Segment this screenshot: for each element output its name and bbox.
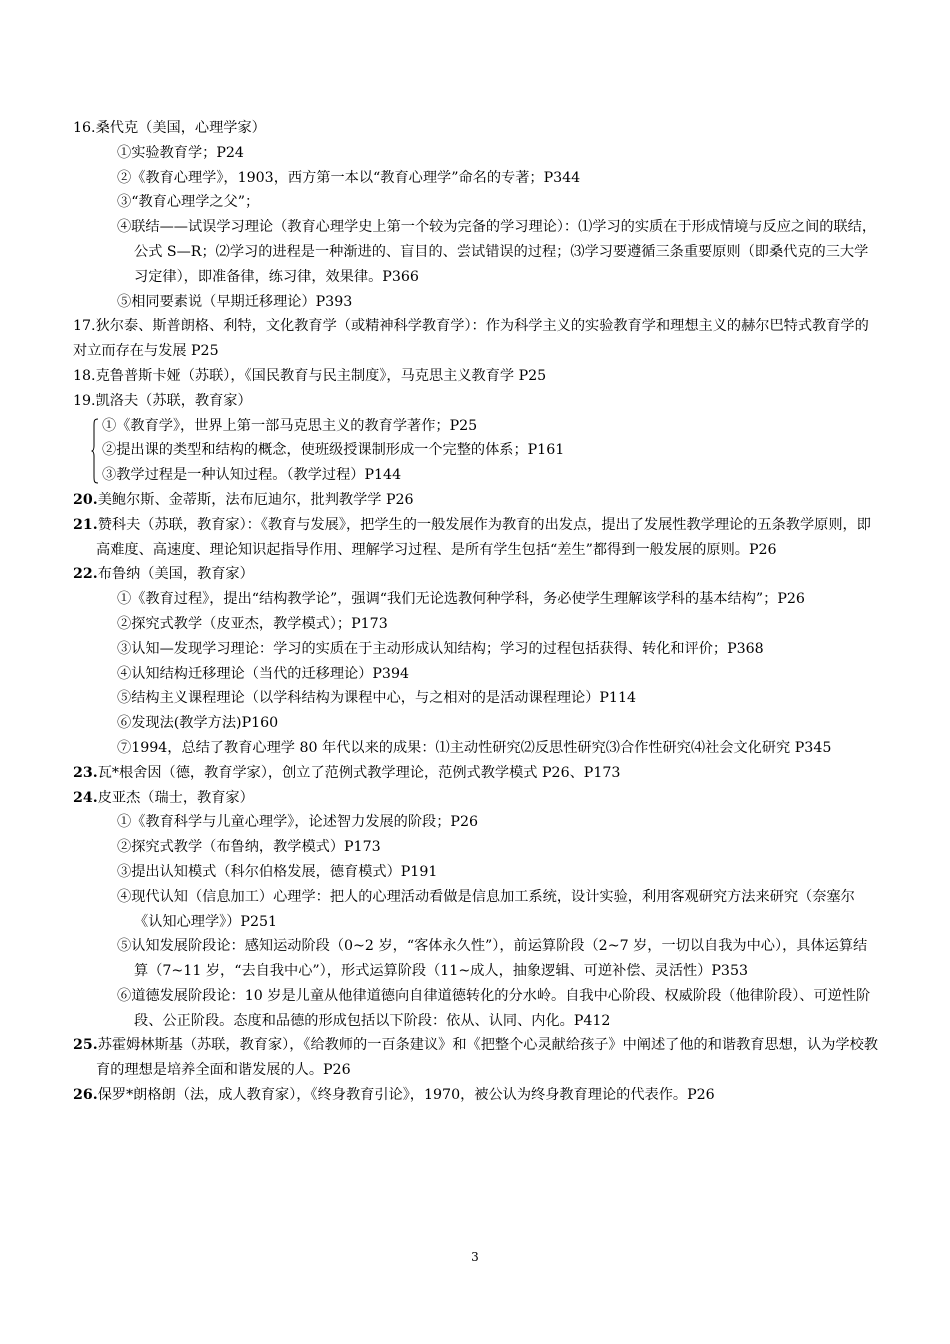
- entry-20: [73, 488, 881, 513]
- list-item: ⑥发现法(教学方法)P160: [117, 715, 279, 732]
- list-item: ③提出认知模式（科尔伯格发展，德育模式）P191: [117, 863, 438, 880]
- document-body: [73, 116, 881, 1108]
- list-item: ④认知结构迁移理论（当代的迁移理论）P394: [117, 665, 410, 682]
- entry-24: [73, 786, 881, 1034]
- list-item: ⑤相同要素说（早期迁移理论）P393: [117, 293, 353, 310]
- list-item: ③认知—发现学习理论：学习的实质在于主动形成认知结构；学习的过程包括获得、转化和评价；P368: [117, 640, 764, 657]
- left-brace-icon: [91, 418, 99, 484]
- entry-text: 瓦*根舍因（德，教育学家），创立了范例式教学理论，范例式教学模式 P26、P173: [97, 764, 621, 781]
- entry-number: 26.: [73, 1087, 98, 1104]
- entry-26: [73, 1083, 881, 1108]
- list-item: ①《教育科学与儿童心理学》，论述智力发展的阶段；P26: [117, 814, 479, 831]
- entry-heading: 凯洛夫（苏联，教育家）: [95, 392, 252, 409]
- list-item: ②提出课的类型和结构的概念，使班级授课制形成一个完整的体系；P161: [102, 442, 565, 459]
- entry-16: [73, 116, 881, 314]
- list-item: ②探究式教学（布鲁纳，教学模式）P173: [117, 839, 381, 856]
- list-item: ④联结——试误学习理论（教育心理学史上第一个较为完备的学习理论）：⑴学习的实质在于形成情境与反应之间的联结，公式 S—R；⑵学习的进程是一种渐进的、盲目的、尝试错误的过程；⑶学习要遵循三条重要原则（即桑代克的三大学习定律），即准备律，练习律，效果律。P366: [117, 219, 877, 285]
- list-item: ②《教育心理学》，1903，西方第一本以“教育心理学”命名的专著；P344: [117, 169, 581, 186]
- entry-text: 保罗*朗格朗（法，成人教育家），《终身教育引论》，1970，被公认为终身教育理论的代表作。P26: [97, 1087, 715, 1104]
- entry-25: [73, 1033, 881, 1083]
- entry-22: [73, 562, 881, 760]
- entry-23: [73, 761, 881, 786]
- entry-number: 16.: [73, 120, 96, 136]
- entry-text: 苏霍姆林斯基（苏联，教育家），《给教师的一百条建议》和《把整个心灵献给孩子》中阐述了他的和谐教育思想，认为学校教育的理想是培养全面和谐发展的人。P26: [96, 1037, 878, 1079]
- entry-18: [73, 364, 881, 389]
- entry-number: 21.: [73, 516, 98, 533]
- list-item: ⑤认知发展阶段论：感知运动阶段（0~2 岁，“客体永久性”），前运算阶段（2~7 岁，一切以自我为中心），具体运算结算（7~11 岁，“去自我中心”），形式运算阶段（11~成人，抽象逻辑、可逆补偿、灵活性）P353: [117, 938, 868, 980]
- entry-number: 17.: [73, 318, 96, 335]
- entry-text: 狄尔泰、斯普朗格、利特，文化教育学（或精神科学教育学）：作为科学主义的实验教育学和理想主义的赫尔巴特式教育学的对立而存在与发展 P25: [73, 318, 869, 360]
- entry-heading: 皮亚杰（瑞士，教育家）: [97, 789, 254, 806]
- list-item: ②探究式教学（皮亚杰，教学模式）；P173: [117, 615, 388, 632]
- list-item: ⑥道德发展阶段论：10 岁是儿童从他律道德向自律道德转化的分水岭。自我中心阶段、权威阶段（他律阶段）、可逆性阶段、公正阶段。态度和品德的形成包括以下阶段：依从、认同、内化。P412: [117, 987, 871, 1029]
- list-item: ①实验教育学；P24: [117, 144, 244, 161]
- list-item: ⑤结构主义课程理论（以学科结构为课程中心，与之相对的是活动课程理论）P114: [117, 690, 637, 707]
- entry-text: 赞科夫（苏联，教育家）：《教育与发展》，把学生的一般发展作为教育的出发点，提出了发展性教学理论的五条教学原则，即高难度、高速度、理论知识起指导作用、理解学习过程、是所有学生包括“差生”都得到一般发展的原则。P26: [96, 516, 871, 558]
- entry-21: [73, 513, 881, 563]
- entry-text: 美鲍尔斯、金蒂斯，法布厄迪尔，批判教学学 P26: [97, 491, 414, 508]
- list-item: ①《教育过程》，提出“结构教学论”，强调“我们无论选教何种学科，务必使学生理解该学科的基本结构”；P26: [117, 591, 805, 608]
- entry-number: 18.: [73, 367, 96, 384]
- entry-heading: 桑代克（美国，心理学家）: [95, 120, 266, 136]
- list-item: ①《教育学》，世界上第一部马克思主义的教育学著作；P25: [102, 417, 478, 434]
- entry-text: 克鲁普斯卡娅（苏联），《国民教育与民主制度》，马克思主义教育学 P25: [95, 367, 547, 384]
- entry-number: 24.: [73, 789, 98, 806]
- entry-number: 25.: [73, 1037, 98, 1054]
- entry-number: 22.: [73, 566, 98, 583]
- page-number: 3: [471, 1250, 479, 1264]
- brace-group: [91, 414, 881, 488]
- entry-17: [73, 314, 881, 364]
- list-item: ③教学过程是一种认知过程。（教学过程）P144: [102, 467, 402, 484]
- list-item: ④现代认知（信息加工）心理学：把人的心理活动看做是信息加工系统，设计实验，利用客观研究方法来研究（奈塞尔《认知心理学》）P251: [117, 888, 855, 930]
- list-item: ⑦1994，总结了教育心理学 80 年代以来的成果：⑴主动性研究⑵反思性研究⑶合作性研究⑷社会文化研究 P345: [117, 739, 832, 756]
- entry-19: [73, 389, 881, 488]
- entry-number: 20.: [73, 491, 98, 508]
- list-item: ③“教育心理学之父”；: [117, 194, 260, 211]
- entry-number: 23.: [73, 764, 98, 781]
- entry-heading: 布鲁纳（美国，教育家）: [97, 566, 254, 583]
- entry-number: 19.: [73, 392, 96, 409]
